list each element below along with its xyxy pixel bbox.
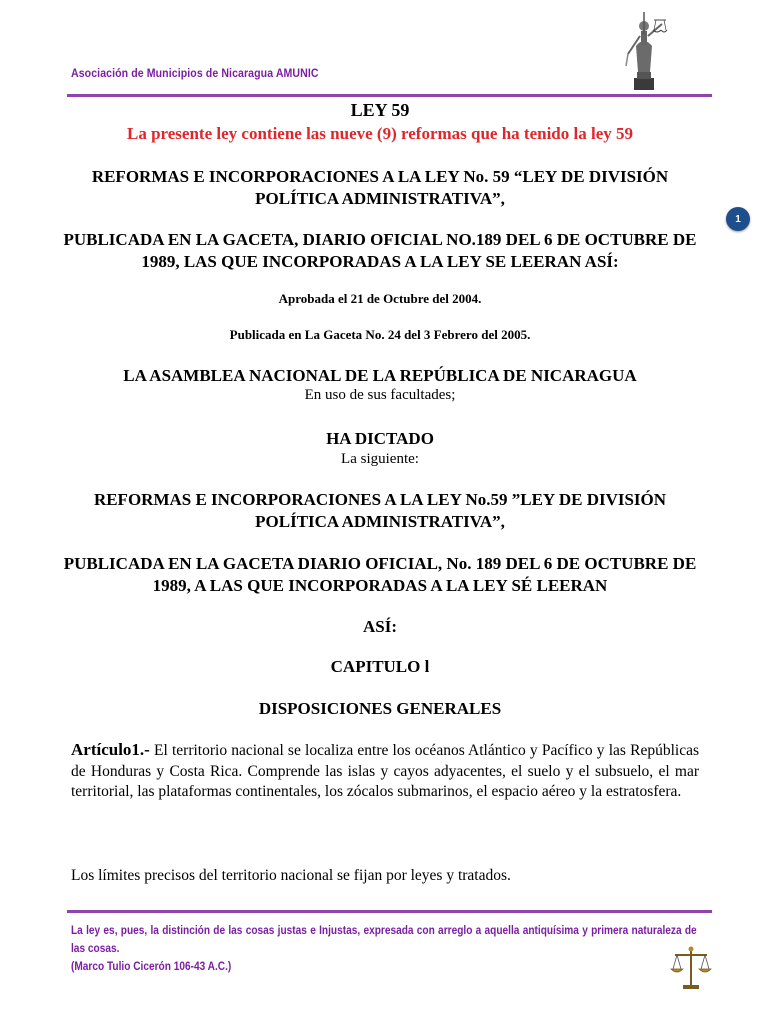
justice-statue-icon xyxy=(620,6,668,92)
law-subtitle: La presente ley contiene las nueve (9) reformas que ha tenido la ley 59 xyxy=(126,124,633,143)
header-divider xyxy=(67,94,712,97)
article-1-paragraph xyxy=(71,740,699,803)
quote-text: La ley es, pues, la distinción de las cosas justas e Injustas, expresada con arreglo a aquella antiquísima y primera naturaleza de las cosas. xyxy=(71,925,697,955)
law-title: LEY 59 xyxy=(350,100,410,120)
reform-heading-2: REFORMAS E INCORPORACIONES A LA LEY No.59 ”LEY DE DIVISIÓN POLÍTICA ADMINISTRATIVA”, xyxy=(93,490,667,531)
chapter-heading: CAPITULO l xyxy=(330,657,430,676)
page-number-badge: 1 xyxy=(726,207,750,231)
limits-paragraph: Los límites precisos del territorio nacional se fijan por leyes y tratados. xyxy=(71,867,511,884)
approval-date: Aprobada el 21 de Octubre del 2004. xyxy=(278,291,482,306)
use-of-powers: En uso de sus facultades; xyxy=(304,387,456,403)
article-1-label: Artículo1.- xyxy=(71,740,150,759)
footer-divider xyxy=(67,910,712,913)
assembly-heading: LA ASAMBLEA NACIONAL DE LA REPÚBLICA DE NICARAGUA xyxy=(123,366,637,385)
published-heading-1: PUBLICADA EN LA GACETA, DIARIO OFICIAL NO.189 DEL 6 DE OCTUBRE DE 1989, LAS QUE INCORPORADAS A LA LEY SE LEERAN ASÍ: xyxy=(63,230,697,271)
has-dictated-heading: HA DICTADO xyxy=(326,429,434,448)
footer-quote xyxy=(71,922,697,976)
publication-date: Publicada en La Gaceta No. 24 del 3 Febrero del 2005. xyxy=(229,327,531,342)
scales-icon xyxy=(670,945,712,991)
the-following: La siguiente: xyxy=(341,451,419,467)
organization-header: Asociación de Municipios de Nicaragua AMUNIC xyxy=(71,66,319,80)
article-1-text: El territorio nacional se localiza entre los océanos Atlántico y Pacífico y las Repúblicas de Honduras y Costa Rica. Comprende las islas y cayos adyacentes, el suelo y el subsuelo, el mar territorial, las plataformas continentales, los zócalos submarinos, el espacio aéreo y la estratosfera. xyxy=(71,742,699,800)
published-heading-2: PUBLICADA EN LA GACETA DIARIO OFICIAL, No. 189 DEL 6 DE OCTUBRE DE 1989, A LAS QUE INCORPORADAS A LA LEY SÉ LEERAN xyxy=(63,554,697,595)
reform-heading-1: REFORMAS E INCORPORACIONES A LA LEY No. 59 “LEY DE DIVISIÓN POLÍTICA ADMINISTRATIVA”, xyxy=(91,167,669,208)
quote-attribution: (Marco Tulio Cicerón 106-43 A.C.) xyxy=(71,961,232,973)
asi-heading: ASÍ: xyxy=(362,617,397,636)
general-provisions-heading: DISPOSICIONES GENERALES xyxy=(258,699,502,718)
